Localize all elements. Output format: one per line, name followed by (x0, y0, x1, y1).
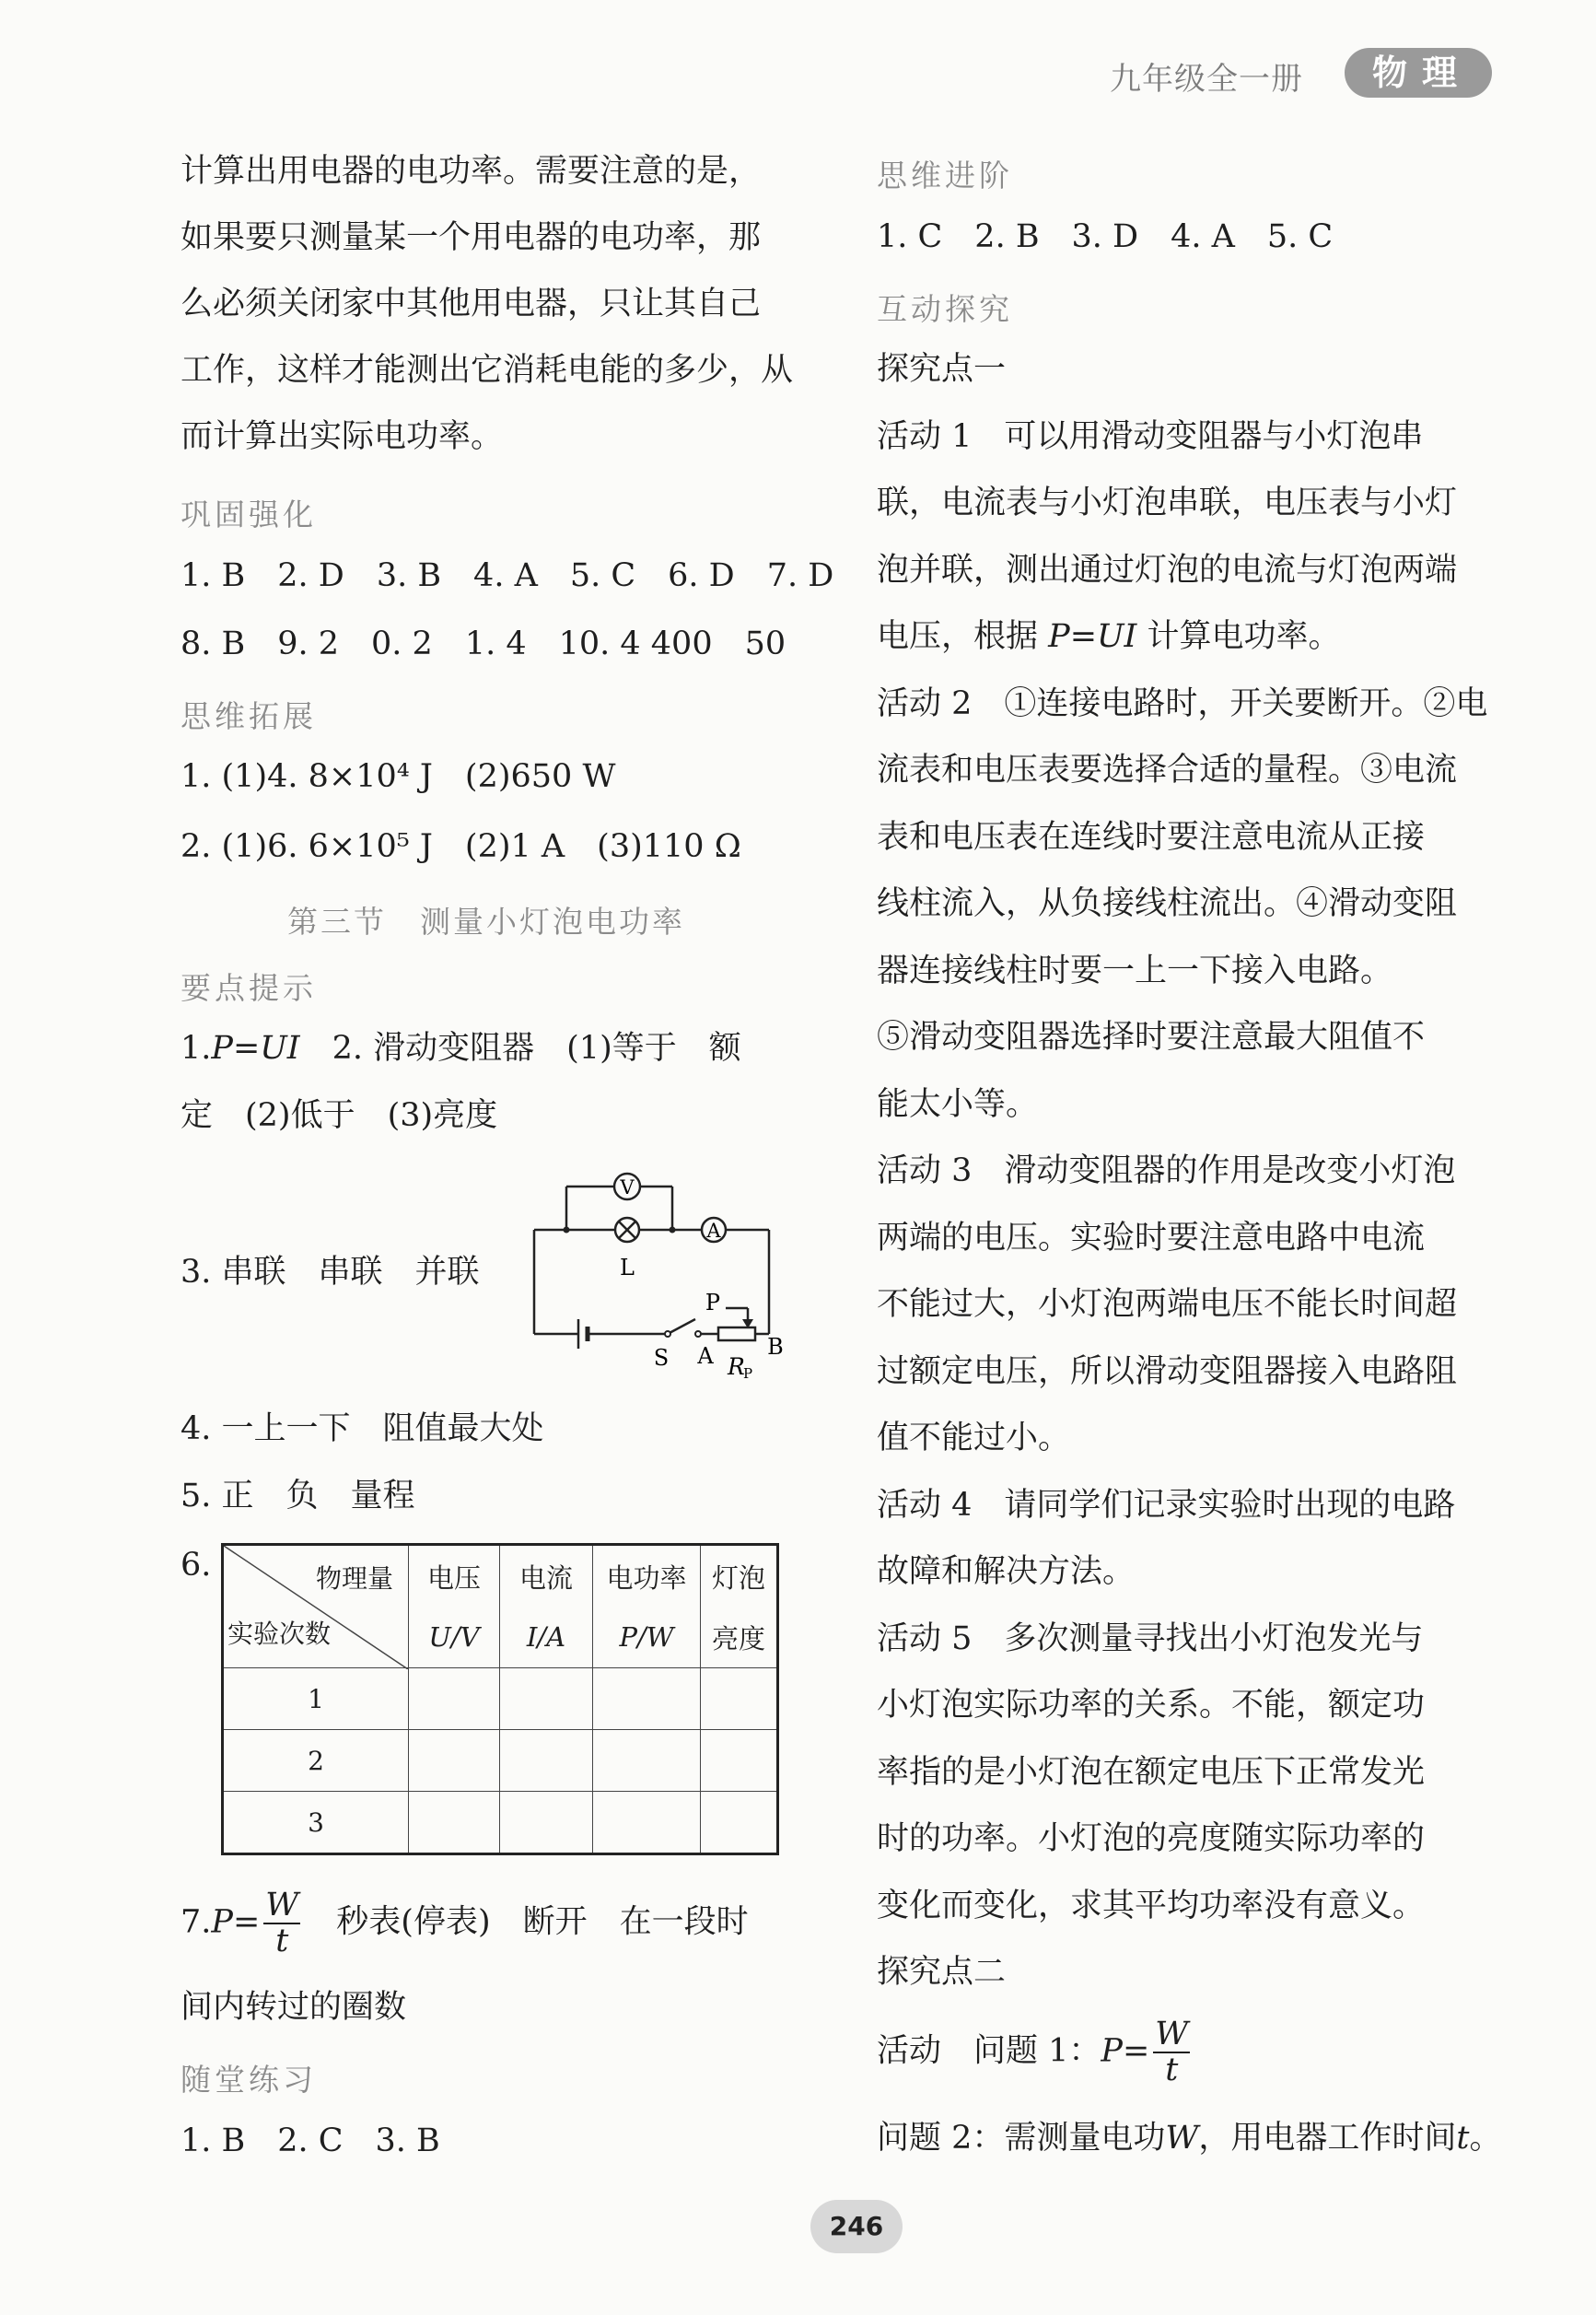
row-index: 1 (223, 1668, 409, 1730)
subject-badge: 物理 (1345, 48, 1492, 98)
fraction-w-over-t: $\frac{W}{t}$ (265, 1887, 299, 1959)
right-line: 活动 3 滑动变阻器的作用是改变小灯泡 (877, 1152, 1456, 1189)
page-number: 246 (810, 2200, 903, 2253)
table-row (223, 1668, 778, 1730)
key-point-7-rest: 秒表(停表) 断开 在一段时 (336, 1903, 749, 1941)
right-line: 联，电流表与小灯泡串联，电压表与小灯 (877, 485, 1458, 521)
formula-p-eq: P= (211, 1903, 261, 1941)
section-interactive: 互动探究 (877, 291, 1013, 327)
left-para-line-2: 如果要只测量某一个用电器的电功率，那 (181, 219, 762, 256)
fraction-w-over-t: $\frac{W}{t}$ (1155, 2016, 1189, 2088)
formula-p-ui: P=UI (1048, 618, 1137, 655)
key-point-6: 6. (181, 1547, 212, 1584)
right-line: 故障和解决方法。 (877, 1553, 1136, 1590)
diag-bottom-label: 实验次数 (227, 1619, 332, 1649)
right-line: ⑤滑动变阻器选择时要注意最大阻值不 (877, 1019, 1426, 1056)
right-line: 时的功率。小灯泡的亮度随实际功率的 (877, 1820, 1426, 1857)
right-line: 活动 5 多次测量寻找出小灯泡发光与 (877, 1620, 1424, 1657)
left-para-line-4: 工作，这样才能测出它消耗电能的多少，从 (181, 352, 794, 389)
col-power: 电功率 (593, 1545, 701, 1608)
right-line: 表和电压表在连线时要注意电流从正接 (877, 819, 1426, 856)
right-line: 小灯泡实际功率的关系。不能，额定功 (877, 1687, 1426, 1724)
voltmeter-label: V (620, 1176, 635, 1198)
col-power-unit: P/W (593, 1607, 701, 1668)
section-key-points: 要点提示 (181, 970, 317, 1006)
table-row (223, 1792, 778, 1854)
circuit-diagram (525, 1161, 801, 1382)
key-point-1-rest: 2. 滑动变阻器 (1)等于 额 (332, 1030, 741, 1067)
table-row (223, 1730, 778, 1792)
left-para-line-3: 么必须关闭家中其他用电器，只让其自己 (181, 286, 762, 322)
key-point-1-num: 1. (181, 1030, 212, 1067)
right-line: 泡并联，测出通过灯泡的电流与灯泡两端 (877, 552, 1458, 589)
right-line: 活动 2 ①连接电路时，开关要断开。②电 (877, 685, 1488, 722)
section-thinking-advance: 思维进阶 (877, 158, 1013, 193)
rheostat-label: R (728, 1353, 745, 1380)
slider-label: P (705, 1290, 720, 1315)
key-point-7-num: 7. (181, 1903, 212, 1941)
key-point-7 (181, 1888, 749, 1958)
right-line: 率指的是小灯泡在额定电压下正常发光 (877, 1754, 1426, 1791)
right-line: 不能过大，小灯泡两端电压不能长时间超 (877, 1286, 1458, 1323)
explore-point-1: 探究点一 (877, 351, 1007, 388)
right-line: 流表和电压表要选择合适的量程。③电流 (877, 752, 1458, 789)
right-line: 能太小等。 (877, 1086, 1039, 1123)
diag-top-label: 物理量 (315, 1563, 393, 1594)
explore-point-2: 探究点二 (877, 1954, 1007, 1991)
switch-label: S (653, 1345, 670, 1371)
right-line: 电压，根据 P=UI 计算电功率。 (877, 618, 1341, 655)
lamp-label: L (620, 1255, 635, 1280)
right-line: 活动 1 可以用滑动变阻器与小灯泡串 (877, 418, 1424, 455)
experiment-table (221, 1543, 779, 1855)
key-point-5: 5. 正 负 量程 (181, 1478, 415, 1514)
right-line: 值不能过小。 (877, 1420, 1071, 1456)
right-line: 变化而变化，求其平均功率没有意义。 (877, 1888, 1426, 1924)
col-voltage-unit: U/V (409, 1607, 500, 1668)
section-class-practice: 随堂练习 (181, 2062, 317, 2098)
advance-answers: 1. C 2. B 3. D 4. A 5. C (877, 218, 1334, 255)
practice-answers: 1. B 2. C 3. B (181, 2122, 440, 2159)
extension-answer-2: 2. (1)6. 6×10⁵ J (2)1 A (3)110 Ω (181, 828, 741, 865)
section-title: 第三节 测量小灯泡电功率 (287, 904, 685, 940)
left-para-line-5: 而计算出实际电功率。 (181, 418, 504, 455)
key-point-4: 4. 一上一下 阻值最大处 (181, 1410, 544, 1447)
col-current-unit: I/A (500, 1607, 593, 1668)
extension-answer-1: 1. (1)4. 8×10⁴ J (2)650 W (181, 758, 616, 795)
formula-p-eq: P= (1101, 2032, 1150, 2070)
col-brightness: 灯泡 (701, 1545, 778, 1608)
col-brightness-unit: 亮度 (701, 1607, 778, 1668)
right-line: 器连接线柱时要一上一下接入电路。 (877, 953, 1393, 989)
consolidate-answers-1: 1. B 2. D 3. B 4. A 5. C 6. D 7. D (181, 557, 834, 594)
activity-question-2: 问题 2：需测量电功W，用电器工作时间t。 (877, 2120, 1502, 2157)
rheostat-subscript: P (743, 1365, 753, 1382)
row-index: 3 (223, 1792, 409, 1854)
key-point-1 (181, 1029, 741, 1068)
consolidate-answers-2: 8. B 9. 2 0. 2 1. 4 10. 4 400 50 (181, 626, 786, 662)
col-voltage: 电压 (409, 1545, 500, 1608)
section-thinking-extension: 思维拓展 (181, 698, 317, 734)
terminal-a-label: A (697, 1343, 714, 1369)
key-point-1-cont: 定 (2)低于 (3)亮度 (181, 1097, 498, 1134)
key-point-3: 3. 串联 串联 并联 (181, 1254, 480, 1291)
right-line: 过额定电压，所以滑动变阻器接入电路阻 (877, 1353, 1458, 1390)
col-current: 电流 (500, 1545, 593, 1608)
activity-question-1: 活动 问题 1：P= $\frac{W}{t}$ (877, 2016, 1189, 2088)
row-index: 2 (223, 1730, 409, 1792)
right-line: 活动 4 请同学们记录实验时出现的电路 (877, 1487, 1456, 1524)
table-diagonal-header (223, 1545, 409, 1668)
section-consolidate: 巩固强化 (181, 497, 317, 532)
key-point-7-cont: 间内转过的圈数 (181, 1989, 407, 2026)
terminal-b-label: B (767, 1334, 784, 1360)
header-grade: 九年级全一册 (1110, 61, 1303, 98)
right-line: 两端的电压。实验时要注意电路中电流 (877, 1220, 1426, 1257)
ammeter-label: A (706, 1220, 721, 1242)
right-line: 线柱流入，从负接线柱流出。④滑动变阻 (877, 885, 1458, 922)
formula-p-ui: P=UI (211, 1030, 300, 1067)
left-para-line-1: 计算出用电器的电功率。需要注意的是， (181, 153, 762, 190)
